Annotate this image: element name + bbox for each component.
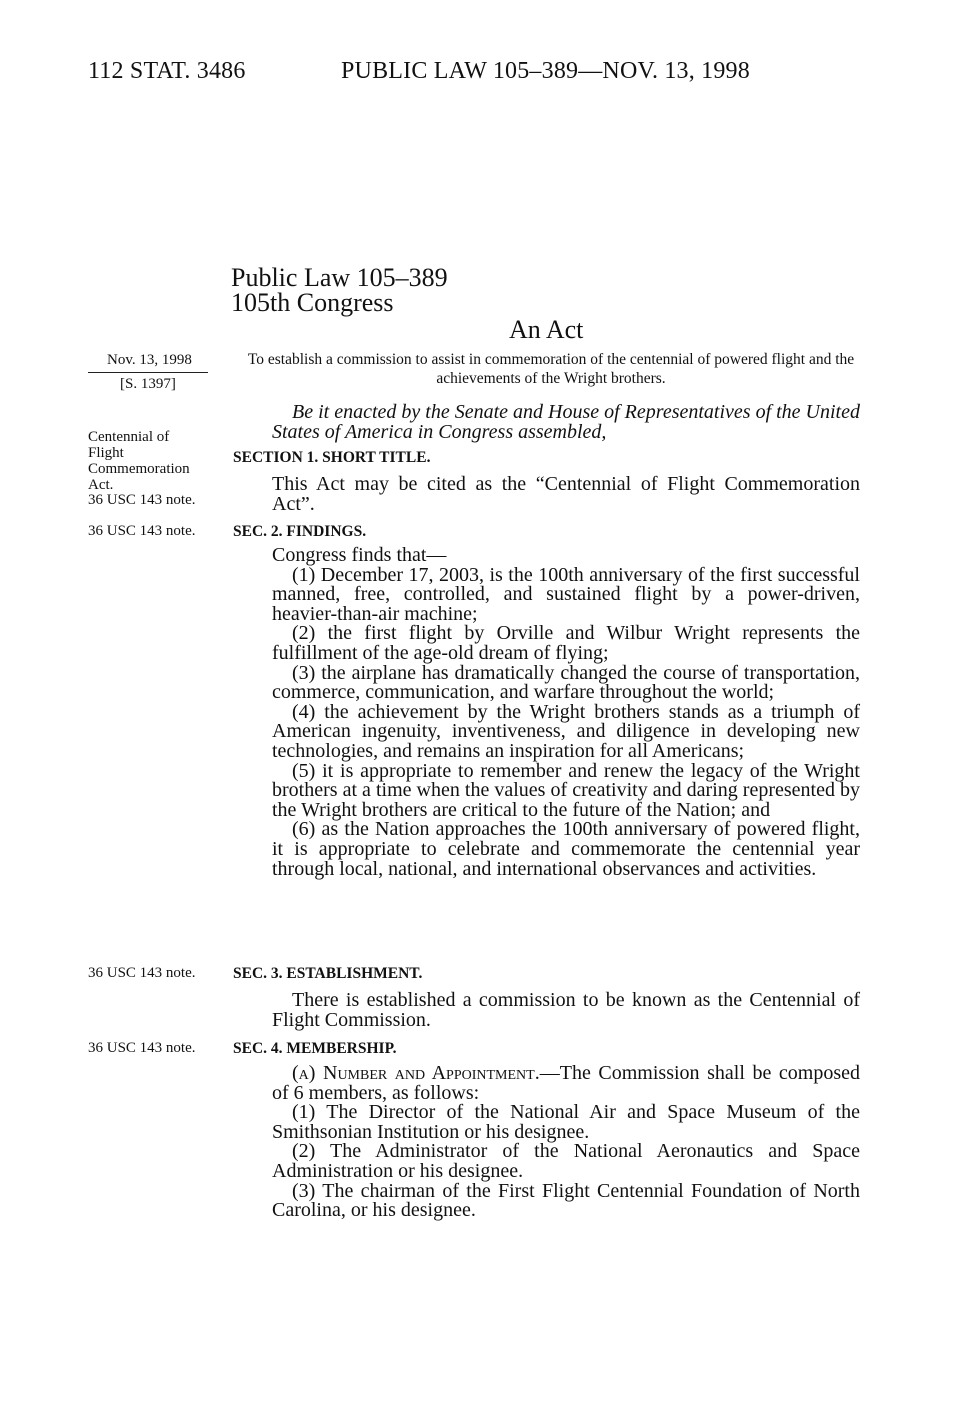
finding-item: (4) the achievement by the Wright brothers stands as a triumph of American ingenuity, inventiveness, and diligence in developing new technologies, and remains an inspiration for all Americans; xyxy=(272,700,860,762)
finding-item: (5) it is appropriate to remember and renew the legacy of the Wright brothers at a time when the values of creativity and daring represented by the Wright brothers are critical to the future of the Nation; and xyxy=(272,759,860,821)
section-3-heading: SEC. 3. ESTABLISHMENT. xyxy=(233,965,423,982)
member-item: (2) The Administrator of the National Aeronautics and Space Administration or his designee. xyxy=(272,1140,860,1182)
section-1-text: This Act may be cited as the “Centennial of Flight Commemoration Act”. xyxy=(272,473,860,515)
section-4-body xyxy=(272,1064,860,1221)
finding-item: (3) the airplane has dramatically changed the course of transportation, commerce, communication, and warfare throughout the world; xyxy=(272,661,860,704)
margin-date: Nov. 13, 1998 xyxy=(107,352,192,368)
margin-usc-note: 36 USC 143 note. xyxy=(88,492,196,508)
margin-short-title-1: Centennial of xyxy=(88,429,170,445)
finding-item: (2) the first flight by Orville and Wilbur Wright represents the fulfillment of the age-old dream of flying; xyxy=(272,622,860,664)
act-heading: An Act xyxy=(509,315,584,344)
law-number: Public Law 105–389 xyxy=(231,263,448,292)
enacting-clause xyxy=(272,403,860,442)
section-1-heading: SECTION 1. SHORT TITLE. xyxy=(233,449,431,466)
subsection-a-label: (a) Number and Appointment. xyxy=(292,1062,540,1084)
act-purpose: To establish a commission to assist in commemoration of the centennial of powered flight and the achievements of the Wright brothers. xyxy=(247,351,855,387)
margin-usc-note: 36 USC 143 note. xyxy=(88,1040,196,1056)
section-1-body xyxy=(272,475,860,514)
finding-item: (1) December 17, 2003, is the 100th anniversary of the first successful manned, free, controlled, and sustained flight by a power-driven, heavier-than-air machine; xyxy=(272,563,860,625)
margin-divider xyxy=(88,372,208,373)
margin-usc-note: 36 USC 143 note. xyxy=(88,965,196,981)
finding-item: (6) as the Nation approaches the 100th anniversary of powered flight, it is appropriate to celebrate and commemorate the centennial year through local, national, and international observances and activities. xyxy=(272,818,860,880)
member-item: (1) The Director of the National Air and Space Museum of the Smithsonian Institution or his designee. xyxy=(272,1101,860,1143)
running-header: PUBLIC LAW 105–389—NOV. 13, 1998 xyxy=(341,58,750,84)
section-2-heading: SEC. 2. FINDINGS. xyxy=(233,523,367,540)
section-2-body xyxy=(272,546,860,879)
section-3-body xyxy=(272,991,860,1030)
margin-bill-number: [S. 1397] xyxy=(120,376,176,392)
margin-short-title-2: Flight xyxy=(88,445,124,461)
margin-usc-note: 36 USC 143 note. xyxy=(88,523,196,539)
margin-short-title-4: Act. xyxy=(88,477,114,493)
margin-short-title-3: Commemoration xyxy=(88,461,190,477)
findings-intro: Congress finds that— xyxy=(272,544,447,566)
subsection-a-text: —The Commission shall be composed of 6 members, as follows: xyxy=(272,1062,860,1104)
congress-number: 105th Congress xyxy=(231,288,394,317)
section-3-text: There is established a commission to be known as the Centennial of Flight Commission. xyxy=(272,989,860,1031)
member-item: (3) The chairman of the First Flight Centennial Foundation of North Carolina, or his designee. xyxy=(272,1179,860,1222)
section-4-heading: SEC. 4. MEMBERSHIP. xyxy=(233,1040,397,1057)
page-stat-number: 112 STAT. 3486 xyxy=(88,58,246,84)
subsection-a xyxy=(272,1064,860,1103)
enacting-clause-text: Be it enacted by the Senate and House of Representatives of the United States of America in Congress assembled, xyxy=(272,401,860,443)
